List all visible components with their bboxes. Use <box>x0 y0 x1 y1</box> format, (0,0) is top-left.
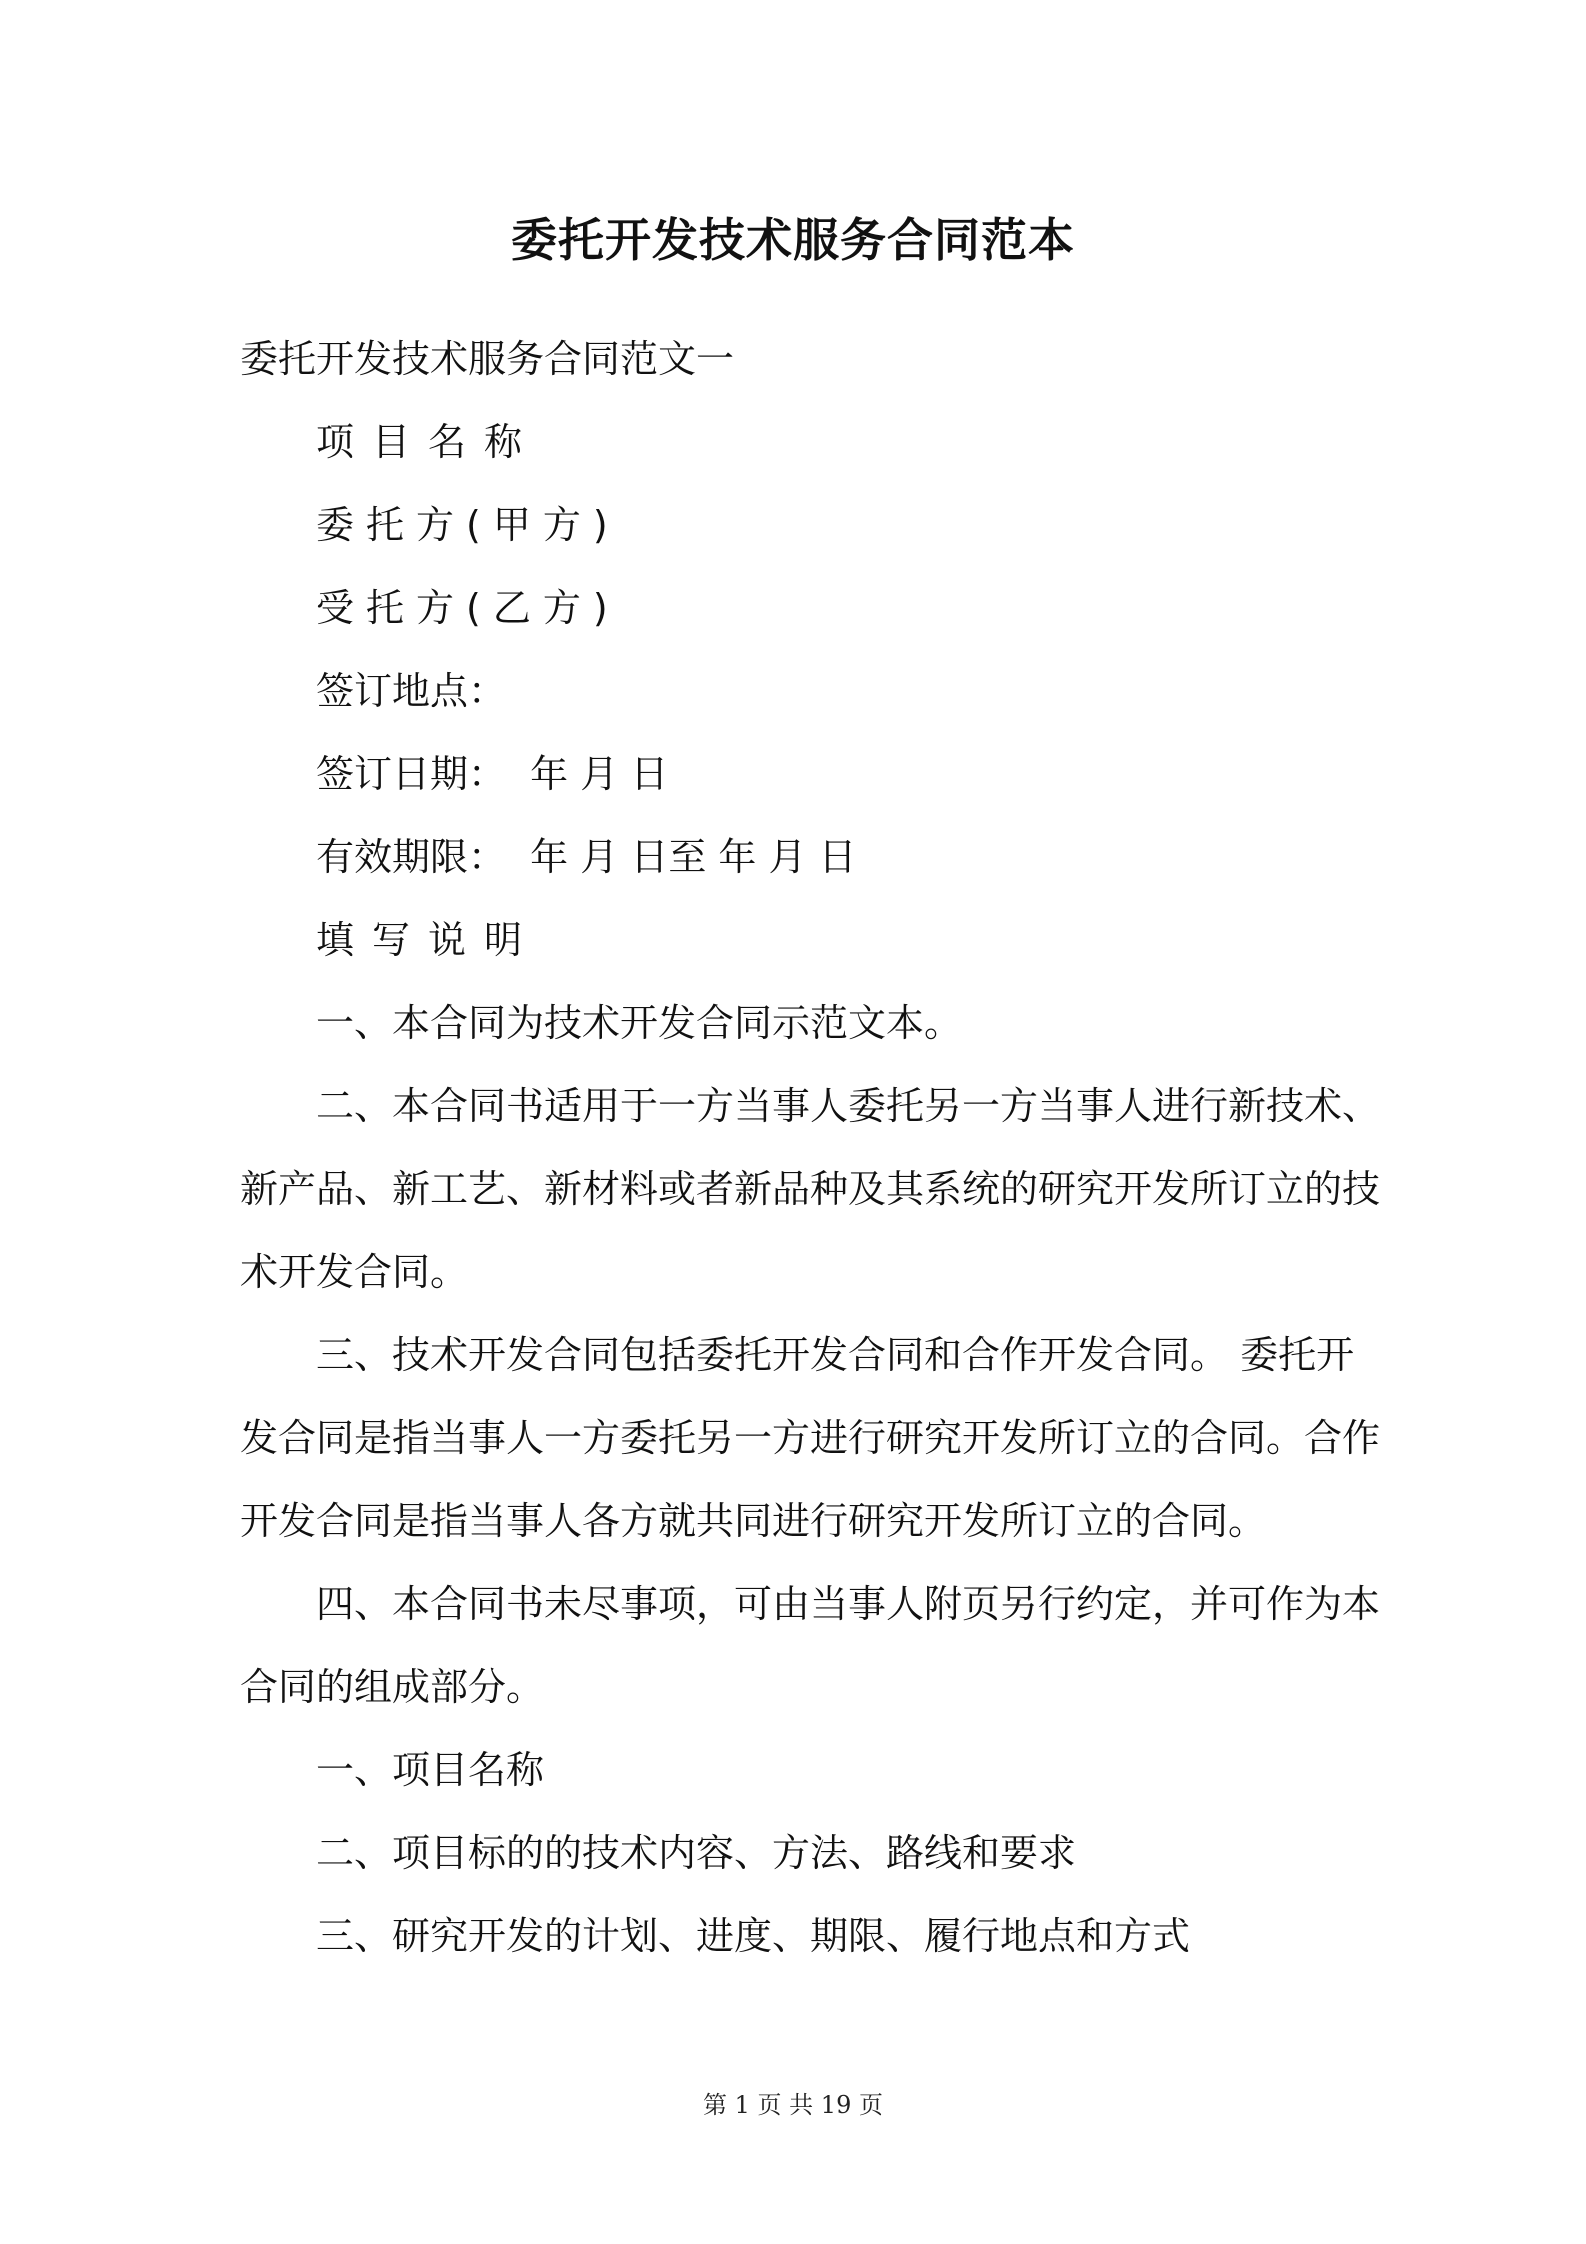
field-sign-place: 签订地点： <box>316 669 507 713</box>
instruction-line: 新产品、新工艺、新材料或者新品种及其系统的研究开发所订立的技 <box>240 1167 1381 1211</box>
section-heading: 一、项目名称 <box>316 1748 545 1792</box>
instruction-line: 三、技术开发合同包括委托开发合同和合作开发合同。 委托开 <box>316 1333 1355 1377</box>
instruction-line: 四、本合同书未尽事项，可由当事人附页另行约定，并可作为本 <box>316 1582 1381 1626</box>
document-body <box>240 318 1381 1978</box>
subtitle: 委托开发技术服务合同范文一 <box>240 337 735 381</box>
instruction-line: 二、本合同书适用于一方当事人委托另一方当事人进行新技术、 <box>316 1084 1381 1128</box>
instruction-line: 一、本合同为技术开发合同示范文本。 <box>316 1001 963 1045</box>
field-contractor: 受托方(乙方) <box>316 586 620 630</box>
field-project-name: 项目名称 <box>316 420 541 464</box>
instruction-line: 合同的组成部分。 <box>240 1665 545 1709</box>
instruction-line: 开发合同是指当事人各方就共同进行研究开发所订立的合同。 <box>240 1499 1267 1543</box>
field-client: 委托方(甲方) <box>316 503 620 547</box>
section-heading: 二、项目标的的技术内容、方法、路线和要求 <box>316 1831 1077 1875</box>
field-sign-date: 签订日期： 年 月 日 <box>316 752 669 796</box>
field-validity: 有效期限： 年 月 日至 年 月 日 <box>316 835 857 879</box>
instruction-line: 发合同是指当事人一方委托另一方进行研究开发所订立的合同。合作 <box>240 1416 1381 1460</box>
section-heading: 三、研究开发的计划、进度、期限、履行地点和方式 <box>316 1914 1191 1958</box>
instruction-line: 术开发合同。 <box>240 1250 469 1294</box>
page-number: 第 1 页 共 19 页 <box>703 2091 883 2119</box>
page-title: 委托开发技术服务合同范本 <box>511 213 1075 267</box>
instructions-heading: 填写说明 <box>316 918 541 962</box>
